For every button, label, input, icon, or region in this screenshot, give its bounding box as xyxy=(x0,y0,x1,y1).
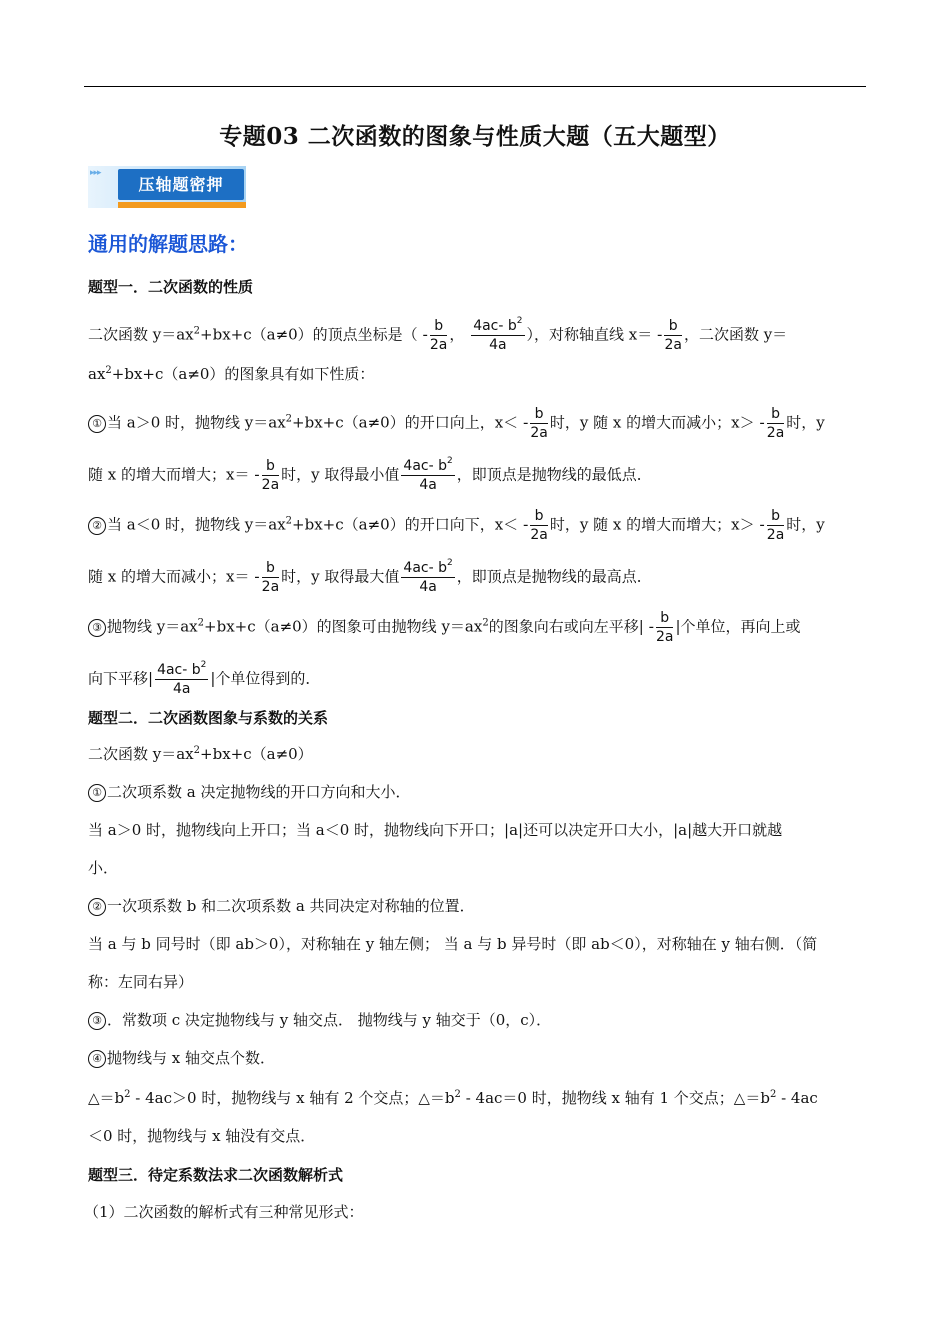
frac-num-text: 4ac- b xyxy=(403,560,447,576)
text: |个单位得到的． xyxy=(210,669,321,688)
sup: 2 xyxy=(447,456,453,466)
frac-num xyxy=(471,318,524,336)
type1-line2 xyxy=(88,364,870,384)
fraction-b-2a xyxy=(656,610,674,645)
fraction-b-2a xyxy=(530,508,548,543)
frac-num: b xyxy=(530,508,548,526)
type1-point1-line2 xyxy=(88,458,870,493)
frac-num: b xyxy=(430,318,448,336)
frac-den: 4a xyxy=(419,579,437,595)
fraction-4ac xyxy=(155,662,208,697)
fraction-4ac xyxy=(471,318,524,353)
circled-number: ① xyxy=(88,784,106,802)
type2-line10 xyxy=(88,1088,870,1108)
fraction-b-2a xyxy=(767,406,785,441)
sup: 2 xyxy=(197,617,205,629)
fraction-b-2a xyxy=(664,318,682,353)
minus-sign: - xyxy=(422,325,428,344)
fraction-4ac xyxy=(401,458,454,493)
type2-point3 xyxy=(88,1010,870,1030)
circled-number: ② xyxy=(88,898,106,916)
frac-den: 4a xyxy=(419,477,437,493)
text: 时，y 取得最大值 xyxy=(281,567,400,586)
circled-number: ③ xyxy=(88,619,106,637)
text: 时，y xyxy=(786,413,825,432)
text: ．常数项 c 决定抛物线与 y 轴交点． 抛物线与 y 轴交于（0，c）． xyxy=(107,1011,552,1029)
frac-den: 4a xyxy=(172,681,191,697)
minus-sign: - xyxy=(648,617,654,636)
frac-num xyxy=(401,560,454,578)
arrow-icon: ▸▸▸ xyxy=(90,168,101,178)
fraction-b-2a xyxy=(767,508,785,543)
text: |个单位，再向上或 xyxy=(675,617,801,636)
frac-num: b xyxy=(664,318,682,336)
frac-num: b xyxy=(656,610,674,628)
text: 抛物线 y＝ax xyxy=(107,617,198,636)
type2-point2 xyxy=(88,896,870,916)
text: +bx+c（a≠0）的开口向上，x＜ xyxy=(292,413,519,432)
text: 二次函数 y＝ax xyxy=(88,325,194,344)
frac-num: b xyxy=(262,560,280,578)
text: 抛物线与 x 轴交点个数． xyxy=(107,1049,275,1067)
section-heading: 通用的解题思路： xyxy=(88,232,248,256)
banner-label: 压轴题密押 xyxy=(138,175,224,194)
circled-number: ② xyxy=(88,517,106,535)
circled-number: ④ xyxy=(88,1050,106,1068)
sup: 2 xyxy=(447,558,453,568)
sup: 2 xyxy=(193,745,201,756)
sup: 2 xyxy=(516,316,523,326)
minus-sign: - xyxy=(522,515,529,534)
text: 一次项系数 b 和二次项系数 a 共同决定对称轴的位置． xyxy=(107,897,475,915)
text: - 4ac＝0 时，抛物线 x 轴有 1 个交点；△＝b xyxy=(460,1089,770,1107)
text: 时，y 取得最小值 xyxy=(281,465,400,484)
circled-number: ① xyxy=(88,415,106,433)
minus-sign: - xyxy=(657,325,663,344)
frac-den: 2a xyxy=(766,425,785,441)
type1-point2-line2 xyxy=(88,560,870,595)
frac-num: b xyxy=(767,406,785,424)
text: △＝b xyxy=(88,1089,125,1107)
fraction-b-2a xyxy=(530,406,548,441)
minus-sign: - xyxy=(254,567,260,586)
top-rule xyxy=(84,86,866,87)
type2-point4 xyxy=(88,1048,870,1068)
text: 二次项系数 a 决定抛物线的开口方向和大小． xyxy=(107,783,411,801)
type2-line3: 当 a＞0 时，抛物线向上开口；当 a＜0 时，抛物线向下开口；|a|还可以决定开口大小，|a|越大开口就越 xyxy=(88,821,783,839)
type2-heading: 题型二．二次函数图象与系数的关系 xyxy=(88,709,329,727)
circled-number: ③ xyxy=(88,1012,106,1030)
text: ），对称轴直线 x＝ xyxy=(526,325,653,344)
minus-sign: - xyxy=(254,465,260,484)
type2-line11: ＜0 时，抛物线与 x 轴没有交点． xyxy=(88,1127,316,1145)
frac-den: 2a xyxy=(261,477,280,493)
frac-num-text: 4ac- b xyxy=(403,458,447,474)
type2-point1 xyxy=(88,782,870,802)
text: +bx+c（a≠0） xyxy=(200,745,313,763)
text: +bx+c（a≠0）的开口向下，x＜ xyxy=(292,515,519,534)
text: 时，y 随 x 的增大而减小；x＞ xyxy=(549,413,755,432)
text: ax xyxy=(88,365,106,383)
sup: 2 xyxy=(454,1089,461,1100)
minus-sign: - xyxy=(759,515,765,534)
frac-num: b xyxy=(767,508,785,526)
frac-den: 2a xyxy=(664,337,682,353)
minus-sign: - xyxy=(522,413,529,432)
frac-num xyxy=(155,662,208,680)
text: 随 x 的增大而增大；x＝ xyxy=(88,465,250,484)
frac-num: b xyxy=(530,406,548,424)
sup: 2 xyxy=(769,1089,777,1100)
text: 当 a＞0 时，抛物线 y＝ax xyxy=(107,413,286,432)
type2-line6: 当 a 与 b 同号时（即 ab＞0），对称轴在 y 轴左侧； 当 a 与 b 异号时（即 ab＜0），对称轴在 y 轴右侧．（简 xyxy=(88,935,818,953)
text: ， xyxy=(449,325,465,344)
frac-den: 2a xyxy=(655,629,674,645)
sup: 2 xyxy=(482,617,489,629)
text: +bx+c（a≠0）的图象具有如下性质： xyxy=(111,365,375,383)
frac-num xyxy=(401,458,454,476)
text: 时，y xyxy=(786,515,825,534)
text: 的图象向右或向左平移| xyxy=(488,617,644,636)
fraction-4ac xyxy=(401,560,454,595)
fraction-b-2a xyxy=(262,560,280,595)
sup: 2 xyxy=(193,325,201,337)
sup: 2 xyxy=(200,660,207,670)
type1-line1 xyxy=(88,318,870,353)
page-title: 专题03 二次函数的图象与性质大题（五大题型） xyxy=(219,123,731,150)
text: ，二次函数 y＝ xyxy=(683,325,788,344)
text: - 4ac xyxy=(776,1089,818,1107)
fraction-b-2a xyxy=(262,458,280,493)
type2-line1 xyxy=(88,744,870,764)
type1-point1-line1 xyxy=(88,406,870,441)
type3-line1: （1）二次函数的解析式有三种常见形式： xyxy=(84,1203,364,1221)
frac-num-text: 4ac- b xyxy=(157,662,201,678)
frac-num-text: 4ac- b xyxy=(473,318,517,334)
frac-den: 2a xyxy=(766,527,785,543)
type1-heading: 题型一．二次函数的性质 xyxy=(88,278,254,296)
sup: 2 xyxy=(285,515,293,527)
type1-point3-line1 xyxy=(88,610,870,645)
sup: 2 xyxy=(105,365,112,376)
text: ，即顶点是抛物线的最高点． xyxy=(456,567,652,586)
minus-sign: - xyxy=(759,413,765,432)
banner-underbar xyxy=(118,202,246,208)
text: +bx+c（a≠0）的顶点坐标是（ xyxy=(200,325,418,344)
frac-den: 2a xyxy=(261,579,280,595)
frac-num: b xyxy=(262,458,280,476)
text: 随 x 的增大而减小；x＝ xyxy=(88,567,250,586)
frac-den: 4a xyxy=(489,337,507,353)
banner xyxy=(88,166,246,208)
text: 向下平移| xyxy=(88,669,154,688)
type2-line7: 称：左同右异） xyxy=(88,973,194,991)
type2-line4: 小． xyxy=(88,859,119,877)
sup: 2 xyxy=(285,413,293,425)
frac-den: 2a xyxy=(530,425,548,441)
frac-den: 2a xyxy=(530,527,548,543)
text: +bx+c（a≠0）的图象可由抛物线 y＝ax xyxy=(204,617,483,636)
frac-den: 2a xyxy=(429,337,448,353)
sup: 2 xyxy=(124,1089,131,1100)
text: - 4ac＞0 时，抛物线与 x 轴有 2 个交点；△＝b xyxy=(130,1089,455,1107)
fraction-b-2a xyxy=(430,318,448,353)
text: ，即顶点是抛物线的最低点． xyxy=(456,465,652,484)
type1-point2-line1 xyxy=(88,508,870,543)
text: 当 a＜0 时，抛物线 y＝ax xyxy=(107,515,286,534)
type3-heading: 题型三．待定系数法求二次函数解析式 xyxy=(88,1166,344,1184)
type1-point3-line2 xyxy=(88,662,870,697)
text: 时，y 随 x 的增大而增大；x＞ xyxy=(549,515,755,534)
text: 二次函数 y＝ax xyxy=(88,745,194,763)
